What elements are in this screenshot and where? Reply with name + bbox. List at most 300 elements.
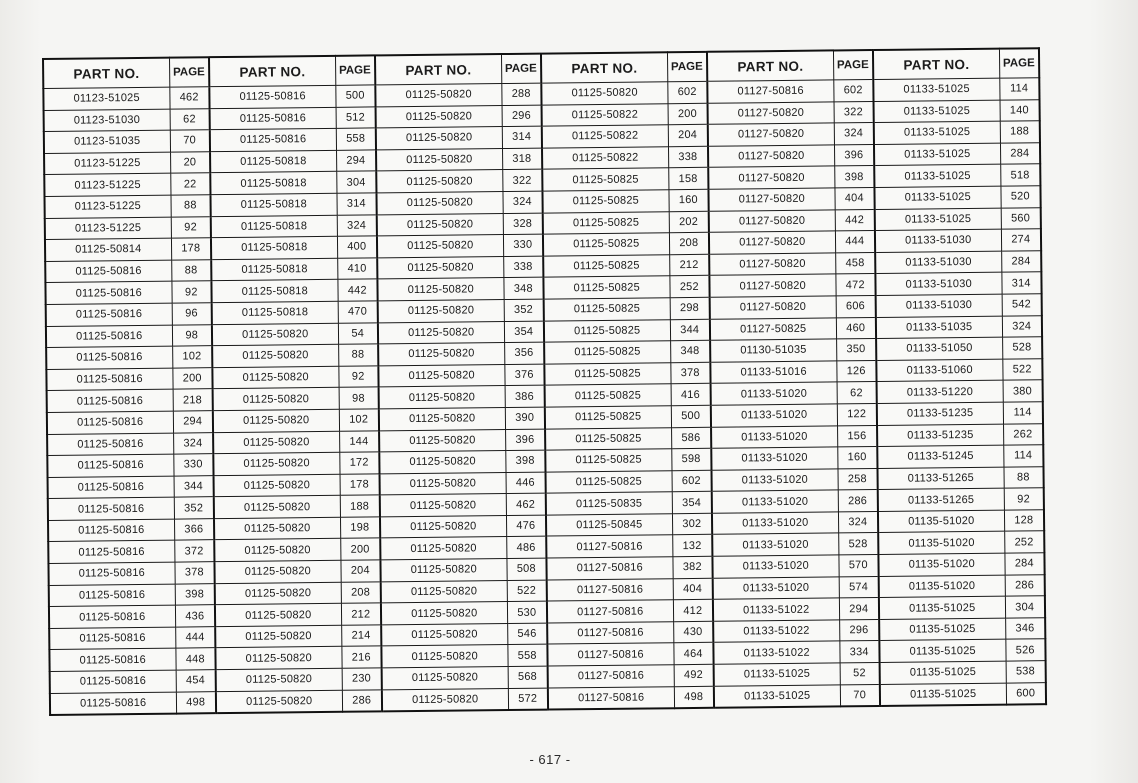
part-number-cell: 01125-50825 xyxy=(545,384,671,407)
part-number-cell: 01125-50820 xyxy=(376,170,502,193)
page-number: - 617 - xyxy=(529,752,571,767)
part-number-cell: 01125-50820 xyxy=(216,690,342,713)
part-number-cell: 01125-50820 xyxy=(214,517,340,540)
page-cell: 400 xyxy=(337,236,377,258)
page-cell: 530 xyxy=(507,601,547,623)
parts-index-table xyxy=(42,47,1047,716)
part-number-cell: 01133-51020 xyxy=(711,382,837,405)
page-cell: 602 xyxy=(833,80,873,102)
page-cell: 216 xyxy=(341,646,381,668)
page-cell: 188 xyxy=(340,495,380,517)
page-cell: 52 xyxy=(840,663,880,685)
part-number-cell: 01127-50816 xyxy=(547,600,673,623)
page-cell: 492 xyxy=(674,664,714,686)
part-number-cell: 01125-50820 xyxy=(215,625,341,648)
part-number-cell: 01125-50818 xyxy=(210,172,336,195)
page-cell: 88 xyxy=(170,195,210,217)
part-number-cell: 01125-50820 xyxy=(375,84,501,107)
part-number-cell: 01125-50820 xyxy=(377,235,503,258)
page-cell: 346 xyxy=(1005,618,1045,640)
page-cell: 114 xyxy=(1003,402,1043,424)
part-number-cell: 01123-51225 xyxy=(45,217,171,240)
page-cell: 286 xyxy=(838,490,878,512)
part-number-cell: 01133-51025 xyxy=(874,100,1000,123)
part-number-cell: 01135-51020 xyxy=(878,510,1004,533)
page-cell: 350 xyxy=(836,339,876,361)
part-number-cell: 01133-51025 xyxy=(875,208,1001,231)
part-number-cell: 01127-50816 xyxy=(546,557,672,580)
page-cell: 252 xyxy=(1004,531,1044,553)
part-number-cell: 01135-51020 xyxy=(878,532,1004,555)
page-cell: 208 xyxy=(341,582,381,604)
part-number-cell: 01123-51225 xyxy=(44,152,170,175)
part-number-cell: 01125-50820 xyxy=(216,668,342,691)
part-number-cell: 01125-50820 xyxy=(380,559,506,582)
page-cell: 498 xyxy=(674,686,714,709)
page-cell: 114 xyxy=(1003,445,1043,467)
part-number-cell: 01125-50818 xyxy=(210,193,336,216)
page-cell: 522 xyxy=(507,580,547,602)
part-number-cell: 01125-50820 xyxy=(380,537,506,560)
part-number-cell: 01127-50816 xyxy=(546,535,672,558)
part-number-cell: 01125-50825 xyxy=(543,254,669,277)
part-number-cell: 01125-50820 xyxy=(212,366,338,389)
part-no-header: PART NO. xyxy=(43,58,169,89)
part-number-cell: 01125-50818 xyxy=(211,258,337,281)
page-cell: 352 xyxy=(504,299,544,321)
page-cell: 298 xyxy=(670,297,710,319)
part-number-cell: 01127-50820 xyxy=(710,296,836,319)
part-number-cell: 01125-50818 xyxy=(210,150,336,173)
page-cell: 204 xyxy=(668,124,708,146)
page-cell: 302 xyxy=(672,513,712,535)
part-number-cell: 01133-51025 xyxy=(714,685,840,708)
page-cell: 296 xyxy=(502,105,542,127)
part-number-cell: 01133-51265 xyxy=(877,467,1003,490)
page-cell: 330 xyxy=(503,234,543,256)
part-number-cell: 01133-51030 xyxy=(875,251,1001,274)
page-cell: 396 xyxy=(505,429,545,451)
part-number-cell: 01125-50820 xyxy=(380,494,506,517)
page-cell: 88 xyxy=(1003,466,1043,488)
part-number-cell: 01125-50822 xyxy=(542,147,668,170)
part-number-cell: 01125-50816 xyxy=(49,627,175,650)
part-number-cell: 01125-50816 xyxy=(48,497,174,520)
page-cell: 204 xyxy=(340,560,380,582)
page-cell: 212 xyxy=(341,603,381,625)
page-cell: 208 xyxy=(669,232,709,254)
page-cell: 330 xyxy=(173,454,213,476)
page-cell: 252 xyxy=(669,276,709,298)
part-number-cell: 01125-50825 xyxy=(544,298,670,321)
page-cell: 258 xyxy=(837,468,877,490)
part-number-cell: 01133-51020 xyxy=(711,425,837,448)
part-number-cell: 01133-51025 xyxy=(874,121,1000,144)
part-number-cell: 01123-51025 xyxy=(43,87,169,110)
page-cell: 386 xyxy=(505,385,545,407)
part-number-cell: 01135-51025 xyxy=(879,618,1005,641)
page-cell: 200 xyxy=(172,367,212,389)
part-number-cell: 01125-50825 xyxy=(545,427,671,450)
part-number-cell: 01127-50820 xyxy=(709,253,835,276)
part-number-cell: 01125-50822 xyxy=(542,125,668,148)
page-cell: 328 xyxy=(503,213,543,235)
page-cell: 114 xyxy=(999,78,1039,100)
page-cell: 520 xyxy=(1000,186,1040,208)
part-number-cell: 01125-50820 xyxy=(215,604,341,627)
part-number-cell: 01125-50820 xyxy=(379,429,505,452)
part-number-cell: 01125-50816 xyxy=(209,85,335,108)
part-no-header: PART NO. xyxy=(209,56,335,87)
page-cell: 472 xyxy=(835,274,875,296)
part-number-cell: 01135-51025 xyxy=(880,661,1006,684)
page-cell: 214 xyxy=(341,625,381,647)
part-number-cell: 01133-51020 xyxy=(712,490,838,513)
part-number-cell: 01125-50820 xyxy=(376,127,502,150)
part-number-cell: 01125-50816 xyxy=(49,649,175,672)
page-cell: 70 xyxy=(170,130,210,152)
part-number-cell: 01133-51020 xyxy=(711,469,837,492)
page-cell: 606 xyxy=(836,295,876,317)
page-cell: 178 xyxy=(171,238,211,260)
part-number-cell: 01125-50820 xyxy=(212,323,338,346)
part-number-cell: 01125-50825 xyxy=(544,341,670,364)
page-cell: 324 xyxy=(502,191,542,213)
part-number-cell: 01133-51025 xyxy=(873,78,999,101)
part-number-cell: 01125-50820 xyxy=(214,474,340,497)
part-number-cell: 01125-50825 xyxy=(546,470,672,493)
part-number-cell: 01125-50820 xyxy=(214,496,340,519)
page-cell: 274 xyxy=(1001,229,1041,251)
part-number-cell: 01127-50816 xyxy=(547,622,673,645)
part-number-cell: 01127-50816 xyxy=(547,643,673,666)
page-header: PAGE xyxy=(833,50,873,80)
page-cell: 404 xyxy=(673,578,713,600)
page-cell: 344 xyxy=(670,319,710,341)
page-cell: 140 xyxy=(1000,99,1040,121)
part-number-cell: 01125-50816 xyxy=(47,433,173,456)
page-cell: 538 xyxy=(1006,661,1046,683)
part-number-cell: 01125-50820 xyxy=(215,582,341,605)
page-cell: 20 xyxy=(170,151,210,173)
part-number-cell: 01133-51235 xyxy=(877,424,1003,447)
page-cell: 158 xyxy=(668,168,708,190)
part-number-cell: 01123-51035 xyxy=(44,130,170,153)
page-header: PAGE xyxy=(667,52,707,82)
page-cell: 324 xyxy=(173,432,213,454)
page-cell: 288 xyxy=(501,83,541,105)
page-cell: 126 xyxy=(836,360,876,382)
part-number-cell: 01125-50816 xyxy=(210,107,336,130)
part-number-cell: 01125-50816 xyxy=(50,692,176,715)
part-number-cell: 01125-50820 xyxy=(379,386,505,409)
page-cell: 284 xyxy=(1004,553,1044,575)
part-number-cell: 01133-51020 xyxy=(712,512,838,535)
part-number-cell: 01127-50816 xyxy=(547,578,673,601)
page-cell: 122 xyxy=(837,403,877,425)
page-cell: 92 xyxy=(171,281,211,303)
part-number-cell: 01133-51060 xyxy=(876,359,1002,382)
part-number-cell: 01125-50818 xyxy=(211,236,337,259)
page-cell: 526 xyxy=(1005,639,1045,661)
page-cell: 338 xyxy=(503,256,543,278)
part-number-cell: 01133-51020 xyxy=(713,577,839,600)
part-number-cell: 01125-50825 xyxy=(545,449,671,472)
page-cell: 172 xyxy=(339,452,379,474)
page-cell: 570 xyxy=(838,555,878,577)
page-cell: 322 xyxy=(502,169,542,191)
page-cell: 528 xyxy=(1002,337,1042,359)
page-cell: 542 xyxy=(1002,294,1042,316)
part-number-cell: 01133-51245 xyxy=(877,445,1003,468)
page-cell: 448 xyxy=(175,648,215,670)
part-number-cell: 01125-50820 xyxy=(379,407,505,430)
part-number-cell: 01123-51225 xyxy=(44,173,170,196)
page-cell: 352 xyxy=(174,497,214,519)
page-cell: 500 xyxy=(335,85,375,107)
page-cell: 160 xyxy=(668,189,708,211)
part-number-cell: 01127-50820 xyxy=(708,123,834,146)
page-cell: 314 xyxy=(1001,272,1041,294)
page-cell: 324 xyxy=(834,123,874,145)
page-cell: 398 xyxy=(834,166,874,188)
part-number-cell: 01125-50820 xyxy=(381,602,507,625)
page-cell: 404 xyxy=(834,187,874,209)
part-number-cell: 01125-50814 xyxy=(45,238,171,261)
part-number-cell: 01133-51030 xyxy=(875,272,1001,295)
page-cell: 296 xyxy=(839,619,879,641)
part-number-cell: 01125-50820 xyxy=(377,256,503,279)
part-number-cell: 01125-50820 xyxy=(213,388,339,411)
page-cell: 54 xyxy=(338,322,378,344)
page-cell: 430 xyxy=(673,621,713,643)
page-cell: 102 xyxy=(172,346,212,368)
page-cell: 382 xyxy=(672,556,712,578)
part-number-cell: 01127-50820 xyxy=(708,188,834,211)
page-header: PAGE xyxy=(501,54,541,84)
part-number-cell: 01125-50816 xyxy=(48,541,174,564)
page-cell: 518 xyxy=(1000,164,1040,186)
part-no-header: PART NO. xyxy=(873,49,999,80)
part-number-cell: 01125-50820 xyxy=(214,560,340,583)
page-cell: 338 xyxy=(668,146,708,168)
page-cell: 444 xyxy=(835,231,875,253)
part-number-cell: 01130-51035 xyxy=(710,339,836,362)
part-number-cell: 01125-50825 xyxy=(543,276,669,299)
part-number-cell: 01133-51022 xyxy=(713,598,839,621)
part-number-cell: 01125-50816 xyxy=(50,670,176,693)
page-cell: 70 xyxy=(840,684,880,707)
page-cell: 98 xyxy=(172,324,212,346)
part-number-cell: 01133-51022 xyxy=(713,620,839,643)
part-number-cell: 01125-50820 xyxy=(382,667,508,690)
part-number-cell: 01125-50818 xyxy=(212,301,338,324)
page-cell: 178 xyxy=(340,474,380,496)
part-number-cell: 01125-50816 xyxy=(45,281,171,304)
page-cell: 572 xyxy=(508,688,548,711)
part-number-cell: 01125-50818 xyxy=(211,280,337,303)
part-number-cell: 01125-50816 xyxy=(46,346,172,369)
page-cell: 344 xyxy=(174,475,214,497)
page-cell: 598 xyxy=(671,448,711,470)
part-number-cell: 01133-51265 xyxy=(878,488,1004,511)
part-number-cell: 01125-50820 xyxy=(378,364,504,387)
part-number-cell: 01135-51025 xyxy=(880,683,1006,706)
part-number-cell: 01125-50816 xyxy=(49,584,175,607)
page-cell: 286 xyxy=(342,689,382,712)
page-cell: 324 xyxy=(838,511,878,533)
page-cell: 144 xyxy=(339,430,379,452)
part-number-cell: 01127-50820 xyxy=(709,231,835,254)
page-cell: 372 xyxy=(174,540,214,562)
page-cell: 354 xyxy=(504,321,544,343)
page-header: PAGE xyxy=(999,48,1039,78)
part-number-cell: 01125-50816 xyxy=(48,519,174,542)
page-cell: 322 xyxy=(834,101,874,123)
page-cell: 512 xyxy=(336,106,376,128)
page-cell: 486 xyxy=(506,537,546,559)
part-number-cell: 01125-50820 xyxy=(376,148,502,171)
page-cell: 600 xyxy=(1006,682,1046,705)
part-number-cell: 01125-50825 xyxy=(544,362,670,385)
page-cell: 390 xyxy=(505,407,545,429)
page-cell: 436 xyxy=(175,605,215,627)
part-number-cell: 01133-51020 xyxy=(712,533,838,556)
page-cell: 88 xyxy=(171,259,211,281)
part-number-cell: 01133-51020 xyxy=(711,404,837,427)
part-number-cell: 01127-50820 xyxy=(708,145,834,168)
page-cell: 546 xyxy=(507,623,547,645)
part-number-cell: 01125-50816 xyxy=(49,605,175,628)
page-cell: 200 xyxy=(340,538,380,560)
page-cell: 574 xyxy=(839,576,879,598)
page-cell: 528 xyxy=(838,533,878,555)
part-number-cell: 01125-50816 xyxy=(45,260,171,283)
page-cell: 92 xyxy=(1004,488,1044,510)
part-number-cell: 01125-50820 xyxy=(378,299,504,322)
page-cell: 410 xyxy=(337,258,377,280)
part-number-cell: 01125-50816 xyxy=(47,454,173,477)
part-number-cell: 01133-51025 xyxy=(874,165,1000,188)
page-cell: 366 xyxy=(174,519,214,541)
part-number-cell: 01123-51225 xyxy=(44,195,170,218)
part-number-cell: 01125-50820 xyxy=(213,452,339,475)
part-number-cell: 01125-50816 xyxy=(48,476,174,499)
page-cell: 586 xyxy=(671,427,711,449)
page-cell: 378 xyxy=(174,562,214,584)
page-cell: 398 xyxy=(505,450,545,472)
part-number-cell: 01133-51025 xyxy=(874,186,1000,209)
part-number-cell: 01125-50845 xyxy=(546,514,672,537)
part-number-cell: 01125-50820 xyxy=(378,321,504,344)
part-number-cell: 01133-51030 xyxy=(876,294,1002,317)
part-number-cell: 01133-51220 xyxy=(877,380,1003,403)
page-cell: 62 xyxy=(837,382,877,404)
page-cell: 212 xyxy=(669,254,709,276)
part-number-cell: 01125-50816 xyxy=(47,411,173,434)
page-cell: 378 xyxy=(670,362,710,384)
part-number-cell: 01125-50820 xyxy=(382,688,508,711)
page-cell: 558 xyxy=(336,128,376,150)
page-cell: 314 xyxy=(502,126,542,148)
page-cell: 398 xyxy=(175,583,215,605)
part-number-cell: 01135-51020 xyxy=(878,553,1004,576)
part-number-cell: 01125-50825 xyxy=(543,211,669,234)
page-cell: 464 xyxy=(673,643,713,665)
part-number-cell: 01125-50816 xyxy=(46,368,172,391)
part-number-cell: 01127-50820 xyxy=(708,166,834,189)
part-number-cell: 01133-51035 xyxy=(876,316,1002,339)
part-number-cell: 01133-51016 xyxy=(710,361,836,384)
page-cell: 558 xyxy=(507,645,547,667)
part-number-cell: 01135-51020 xyxy=(879,575,1005,598)
part-number-cell: 01125-50820 xyxy=(213,409,339,432)
part-number-cell: 01125-50818 xyxy=(211,215,337,238)
table-body xyxy=(43,78,1046,715)
page-cell: 444 xyxy=(175,627,215,649)
page-cell: 160 xyxy=(837,447,877,469)
page-cell: 324 xyxy=(1002,315,1042,337)
page-cell: 560 xyxy=(1001,207,1041,229)
part-number-cell: 01125-50816 xyxy=(46,325,172,348)
page-cell: 356 xyxy=(504,342,544,364)
page-cell: 88 xyxy=(338,344,378,366)
page-cell: 354 xyxy=(672,492,712,514)
part-number-cell: 01125-50825 xyxy=(542,190,668,213)
part-number-cell: 01133-51025 xyxy=(874,143,1000,166)
page-cell: 602 xyxy=(667,81,707,103)
part-number-cell: 01125-50820 xyxy=(380,515,506,538)
page-cell: 128 xyxy=(1004,510,1044,532)
part-number-cell: 01135-51025 xyxy=(879,596,1005,619)
page-cell: 446 xyxy=(506,472,546,494)
parts-index xyxy=(42,47,1045,716)
page-cell: 284 xyxy=(1001,250,1041,272)
page-cell: 294 xyxy=(839,598,879,620)
part-number-cell: 01133-51020 xyxy=(711,447,837,470)
part-number-cell: 01125-50820 xyxy=(381,580,507,603)
part-number-cell: 01125-50820 xyxy=(379,451,505,474)
part-no-header: PART NO. xyxy=(541,52,667,83)
part-number-cell: 01125-50820 xyxy=(380,472,506,495)
page-cell: 218 xyxy=(173,389,213,411)
page-cell: 92 xyxy=(171,216,211,238)
page-header: PAGE xyxy=(335,55,375,85)
page-cell: 96 xyxy=(172,303,212,325)
part-number-cell: 01125-50820 xyxy=(376,105,502,128)
part-number-cell: 01125-50820 xyxy=(376,191,502,214)
part-number-cell: 01125-50816 xyxy=(210,129,336,152)
page-cell: 324 xyxy=(337,214,377,236)
page-cell: 348 xyxy=(503,277,543,299)
page-cell: 202 xyxy=(669,211,709,233)
page-cell: 462 xyxy=(506,493,546,515)
part-number-cell: 01125-50820 xyxy=(213,431,339,454)
page-cell: 318 xyxy=(502,148,542,170)
page-cell: 294 xyxy=(173,411,213,433)
part-number-cell: 01127-50816 xyxy=(548,686,674,709)
page-header: PAGE xyxy=(169,57,209,87)
part-number-cell: 01125-50825 xyxy=(544,319,670,342)
page-cell: 396 xyxy=(834,144,874,166)
page-cell: 602 xyxy=(671,470,711,492)
part-number-cell: 01123-51030 xyxy=(44,109,170,132)
page-cell: 334 xyxy=(839,641,879,663)
part-number-cell: 01127-50816 xyxy=(548,665,674,688)
page-cell: 476 xyxy=(506,515,546,537)
page-cell: 568 xyxy=(508,666,548,688)
page-cell: 416 xyxy=(671,384,711,406)
